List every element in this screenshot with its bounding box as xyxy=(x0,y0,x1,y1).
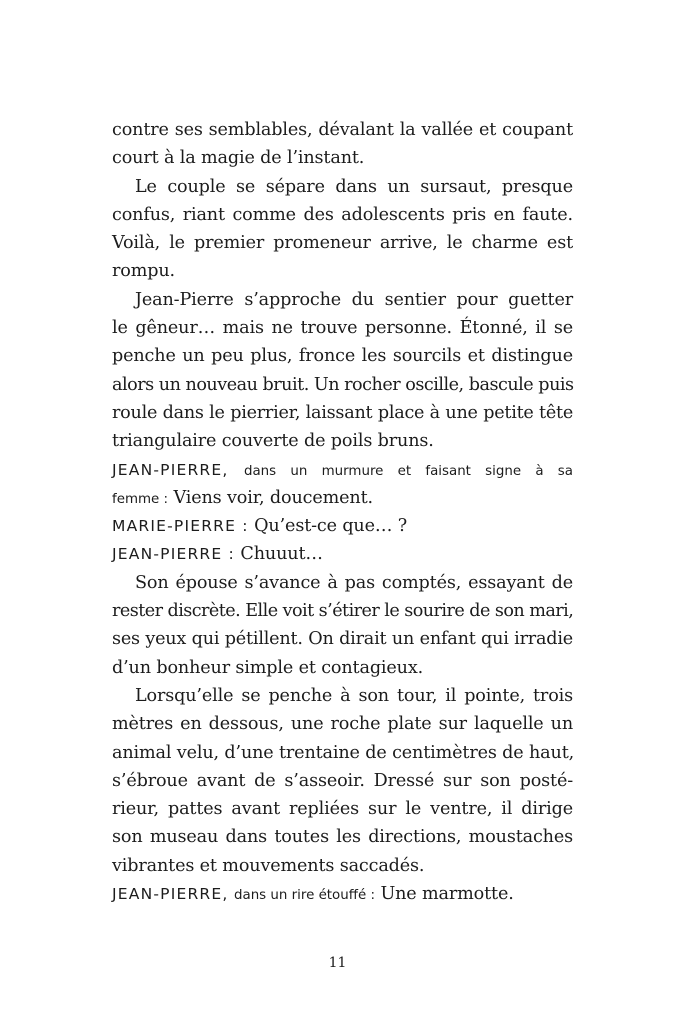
text-line: s’ébroue avant de s’asseoir. Dressé sur son posté- xyxy=(112,770,573,791)
speech: Chuuut… xyxy=(240,544,323,565)
text-line: alors un nouveau bruit. Un rocher oscille, bascule puis xyxy=(112,374,574,395)
dialog-line xyxy=(112,880,573,908)
speaker-name: JEAN-PIERRE : xyxy=(112,545,235,564)
text-line: d’un bonheur simple et contagieux. xyxy=(112,657,424,678)
text-line: le gêneur… mais ne trouve personne. Étonné, il se xyxy=(112,318,573,339)
text-line: mètres en dessous, une roche plate sur laquelle un xyxy=(112,714,573,735)
text-line: rieur, pattes avant repliées sur le ventre, il dirige xyxy=(112,799,573,820)
text-line: animal velu, d’une trentaine de centimètres de haut, xyxy=(112,742,575,763)
text-line: triangulaire couverte de poils bruns. xyxy=(112,431,434,452)
text-line: Voilà, le premier promeneur arrive, le charme est xyxy=(112,233,573,254)
text-line: court à la magie de l’instant. xyxy=(112,148,365,169)
text-line: vibrantes et mouvements saccadés. xyxy=(112,855,425,876)
page-body xyxy=(112,116,573,908)
text-line: son museau dans toutes les directions, moustaches xyxy=(112,827,573,848)
stage-direction: femme : xyxy=(112,491,169,507)
dialog-line xyxy=(112,512,573,540)
dialog-line xyxy=(112,540,573,568)
speech: Une marmotte. xyxy=(380,884,514,905)
text-line: contre ses semblables, dévalant la vallée et coupant xyxy=(112,120,573,140)
text-line: roule dans le pierrier, laissant place à une petite tête xyxy=(112,402,573,423)
text-line: confus, riant comme des adolescents pris en faute. xyxy=(112,204,573,225)
dialog-line xyxy=(112,456,573,484)
text-line: rester discrète. Elle voit s’étirer le sourire de son mari, xyxy=(112,601,574,622)
speech: Viens voir, doucement. xyxy=(173,487,373,508)
speaker-name: MARIE-PIERRE : xyxy=(112,517,249,536)
text-line: ses yeux qui pétillent. On dirait un enfant qui irradie xyxy=(112,629,573,650)
text-line: penche un peu plus, fronce les sourcils et distingue xyxy=(112,346,573,367)
stage-direction: dans un rire étouffé : xyxy=(233,888,375,904)
speech: Qu’est-ce que… ? xyxy=(254,516,408,537)
text-line: Son épouse s’avance à pas comptés, essayant de xyxy=(135,572,573,593)
speaker-name: JEAN-PIERRE, xyxy=(112,460,229,479)
dialog-line xyxy=(112,484,573,512)
text-line: Lorsqu’elle se penche à son tour, il pointe, trois xyxy=(135,685,573,706)
text-line: Le couple se sépare dans un sursaut, presque xyxy=(135,176,573,197)
text-line: rompu. xyxy=(112,261,175,282)
speaker-name: JEAN-PIERRE, xyxy=(112,885,229,904)
stage-direction: dans un murmure et faisant signe à sa xyxy=(243,463,573,479)
text-line: Jean-Pierre s’approche du sentier pour guetter xyxy=(135,289,573,310)
page-number: 11 xyxy=(328,955,347,971)
